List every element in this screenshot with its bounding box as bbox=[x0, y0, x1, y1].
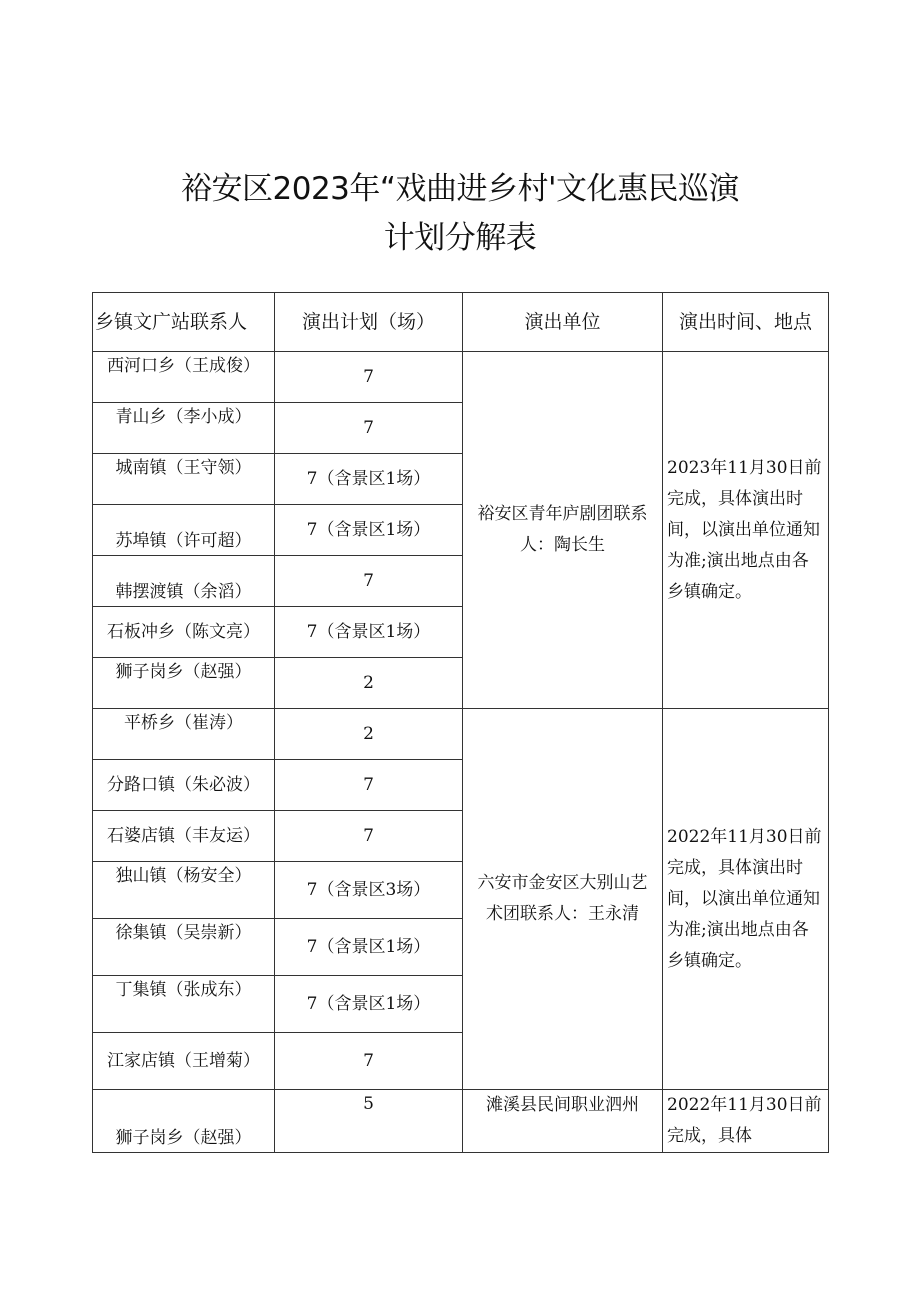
contact-cell: 西河口乡（王成俊） bbox=[93, 352, 275, 403]
header-time-place: 演出时间、地点 bbox=[663, 293, 829, 352]
contact-cell: 青山乡（李小成） bbox=[93, 403, 275, 454]
plan-cell: 7 bbox=[275, 811, 463, 862]
plan-cell: 7（含景区1场） bbox=[275, 454, 463, 505]
contact-cell: 独山镇（杨安全） bbox=[93, 862, 275, 919]
header-plan: 演出计划（场） bbox=[275, 293, 463, 352]
plan-cell: 7（含景区3场） bbox=[275, 862, 463, 919]
contact-cell: 丁集镇（张成东） bbox=[93, 976, 275, 1033]
time-place-cell: 2022年11月30日前完成，具体演出时间，以演出单位通知为准;演出地点由各乡镇确定。 bbox=[663, 709, 829, 1090]
table-row bbox=[93, 709, 829, 760]
contact-cell: 徐集镇（吴崇新） bbox=[93, 919, 275, 976]
contact-cell: 平桥乡（崔涛） bbox=[93, 709, 275, 760]
contact-cell: 韩摆渡镇（余滔） bbox=[93, 556, 275, 607]
unit-cell: 滩溪县民间职业泗州 bbox=[463, 1090, 663, 1153]
table-row bbox=[93, 352, 829, 403]
table-row bbox=[93, 1090, 829, 1153]
unit-cell: 六安市金安区大别山艺术团联系人：王永清 bbox=[463, 709, 663, 1090]
plan-cell: 5 bbox=[275, 1090, 463, 1153]
plan-cell: 7 bbox=[275, 556, 463, 607]
plan-cell: 2 bbox=[275, 658, 463, 709]
contact-cell: 苏埠镇（许可超） bbox=[93, 505, 275, 556]
plan-cell: 7（含景区1场） bbox=[275, 976, 463, 1033]
plan-cell: 7 bbox=[275, 403, 463, 454]
plan-cell: 7（含景区1场） bbox=[275, 919, 463, 976]
plan-cell: 7（含景区1场） bbox=[275, 607, 463, 658]
contact-cell: 分路口镇（朱必波） bbox=[93, 760, 275, 811]
contact-cell: 城南镇（王守领） bbox=[93, 454, 275, 505]
time-place-cell: 2023年11月30日前完成，具体演出时间，以演出单位通知为准;演出地点由各乡镇确定。 bbox=[663, 352, 829, 709]
header-contact: 乡镇文广站联系人 bbox=[93, 293, 275, 352]
contact-cell: 石板冲乡（陈文亮） bbox=[93, 607, 275, 658]
plan-cell: 7（含景区1场） bbox=[275, 505, 463, 556]
contact-cell: 江家店镇（王增菊） bbox=[93, 1033, 275, 1090]
unit-cell: 裕安区青年庐剧团联系人：陶长生 bbox=[463, 352, 663, 709]
plan-cell: 2 bbox=[275, 709, 463, 760]
plan-cell: 7 bbox=[275, 1033, 463, 1090]
header-unit: 演出单位 bbox=[463, 293, 663, 352]
table-header-row bbox=[93, 293, 829, 352]
document-title-line-1: 裕安区2023年“戏曲进乡村'文化惠民巡演 bbox=[181, 171, 739, 207]
performance-plan-table bbox=[92, 292, 829, 1153]
document-title-line-2: 计划分解表 bbox=[383, 220, 537, 256]
contact-cell: 狮子岗乡（赵强） bbox=[93, 658, 275, 709]
plan-cell: 7 bbox=[275, 352, 463, 403]
contact-cell: 石婆店镇（丰友运） bbox=[93, 811, 275, 862]
time-place-cell: 2022年11月30日前完成，具体 bbox=[663, 1090, 829, 1153]
contact-cell: 狮子岗乡（赵强） bbox=[93, 1090, 275, 1153]
plan-cell: 7 bbox=[275, 760, 463, 811]
